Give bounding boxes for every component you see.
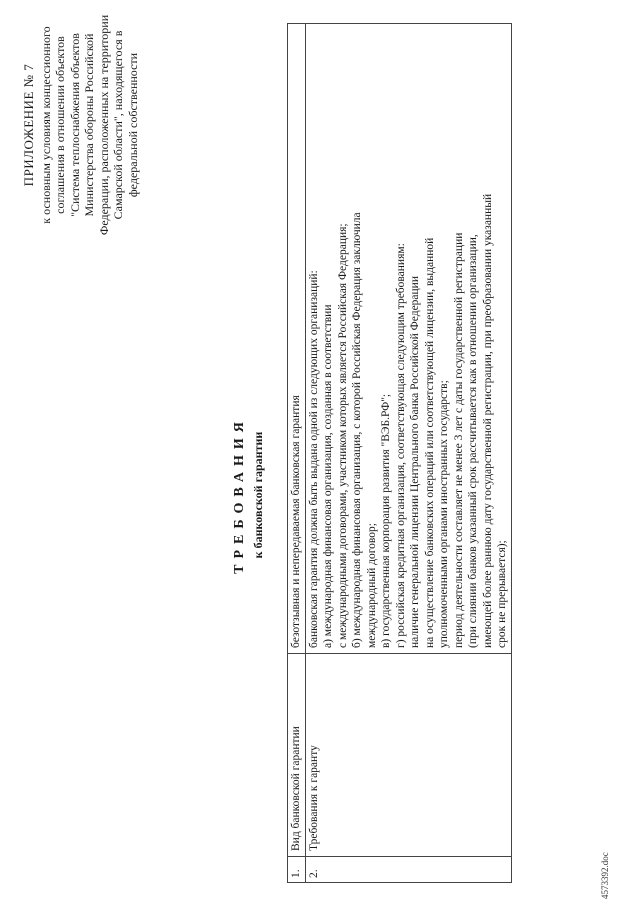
row-value-line: международный договор; (365, 523, 378, 648)
row-value-line: в) государственная корпорация развития "ВЭБ.РФ"; (380, 393, 392, 648)
appendix-line: Федерации, расположенных на территории (96, 14, 111, 236)
document-heading (232, 85, 266, 905)
row-name: Вид банковской гарантии (288, 654, 306, 857)
row-number: 1. (288, 857, 306, 883)
row-value-line: уполномоченными органами иностранных государств; (438, 380, 450, 648)
appendix-line: "Система теплоснабжения объектов (67, 33, 82, 217)
heading-title: ТРЕБОВАНИЯ (232, 416, 247, 574)
row-number: 2. (305, 857, 511, 883)
appendix-line: Самарской области", находящегося в (111, 30, 125, 220)
appendix-header (22, 5, 140, 245)
row-value-line: с международными договорами, участником которых является Российская Федерация; (336, 223, 349, 648)
heading-subtitle: к банковской гарантии (251, 431, 265, 559)
row-value-line: безотзывная и непередаваемая банковская гарантия (290, 395, 302, 648)
row-value (288, 24, 306, 654)
row-value-line: период деятельности составляет не менее 3 лет с даты государственной регистрации (452, 232, 465, 648)
row-value-line: наличие генеральной лицензии Центрального банка Российской Федерации (409, 276, 421, 648)
table-row (305, 24, 511, 883)
appendix-title: ПРИЛОЖЕНИЕ № 7 (21, 63, 36, 187)
row-value-line: на осуществление банковских операций или соответствующей лицензии, выданной (423, 237, 436, 648)
row-value-line: срок не прерывается); (496, 540, 508, 648)
table-row (288, 24, 306, 883)
row-value-line: а) международная финансовая организация, созданная в соответствии (322, 304, 334, 648)
appendix-line: соглашения в отношении объектов (53, 36, 67, 214)
document-filename: 4573392.doc (600, 852, 610, 899)
row-value-line: (при слиянии банков указанный срок рассчитывается как в отношении организации, (467, 234, 479, 648)
row-name: Требования к гаранту (305, 654, 511, 857)
row-value-line: г) российская кредитная организация, соответствующая следующим требованиям: (394, 243, 407, 648)
requirements-table (287, 23, 512, 883)
row-value-line: б) международная финансовая организация, с которой Российская Федерация заключила (351, 212, 363, 648)
appendix-line: Министерства обороны Российской (82, 33, 96, 217)
row-value-line: банковская гарантия должна быть выдана одной из следующих организаций: (307, 270, 320, 648)
appendix-line: федеральной собственности (125, 52, 140, 198)
row-value-line: имеющей более раннюю дату государственной регистрации, при преобразовании указанный (481, 193, 494, 648)
row-value (305, 24, 511, 654)
appendix-line: к основным условиям концессионного (38, 26, 53, 224)
